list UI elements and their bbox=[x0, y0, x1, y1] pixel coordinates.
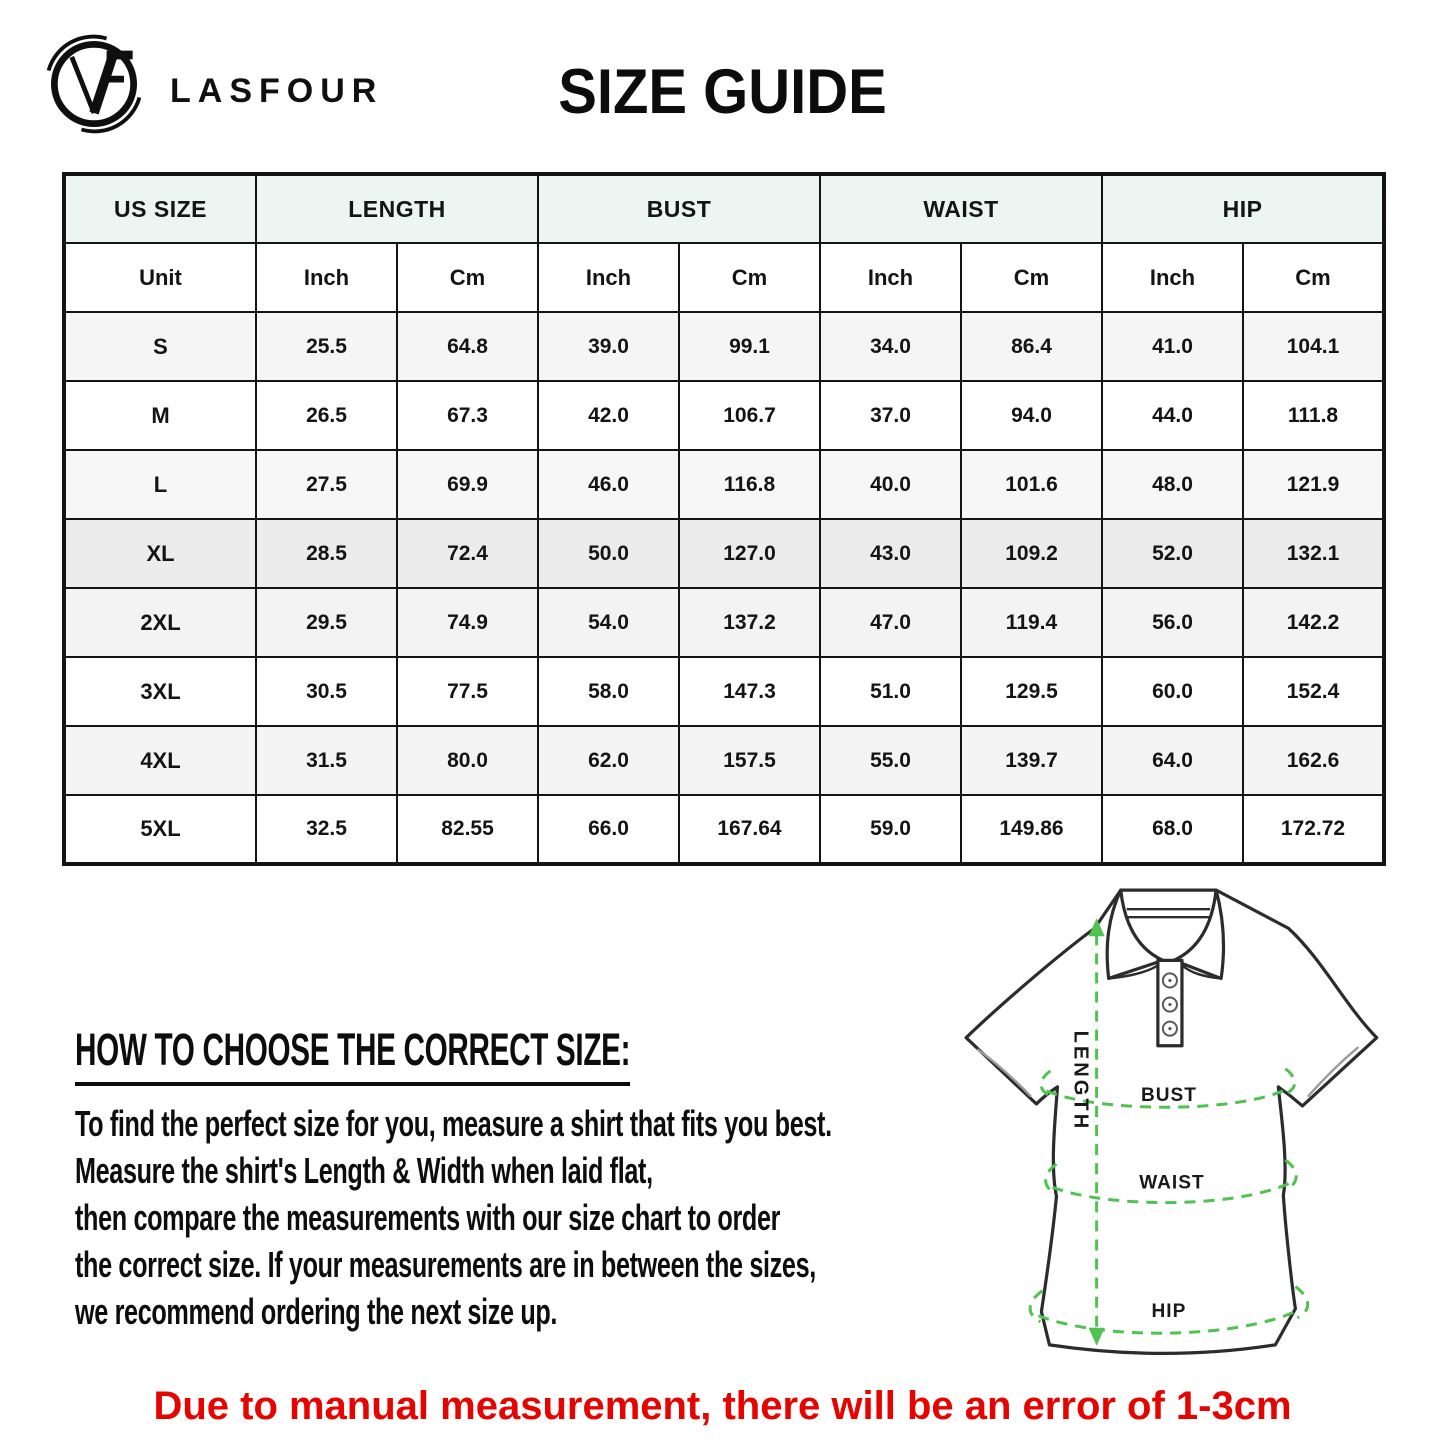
howto-section bbox=[75, 1024, 1075, 1335]
hip-label: HIP bbox=[1151, 1300, 1187, 1322]
size-label-cell: 3XL bbox=[64, 657, 256, 726]
measurement-cell: 67.3 bbox=[397, 381, 538, 450]
size-label-cell: 2XL bbox=[64, 588, 256, 657]
measurement-cell: 101.6 bbox=[961, 450, 1102, 519]
measurement-cell: 111.8 bbox=[1243, 381, 1384, 450]
measurement-cell: 39.0 bbox=[538, 312, 679, 381]
measurement-cell: 32.5 bbox=[256, 795, 397, 864]
measurement-cell: 157.5 bbox=[679, 726, 820, 795]
measurement-cell: 55.0 bbox=[820, 726, 961, 795]
unit-header: Cm bbox=[397, 243, 538, 312]
measurement-cell: 54.0 bbox=[538, 588, 679, 657]
howto-text bbox=[75, 1100, 1075, 1335]
group-header: HIP bbox=[1102, 174, 1384, 243]
measurement-note: Due to manual measurement, there will be an error of 1-3cm bbox=[153, 1384, 1292, 1428]
unit-header: Cm bbox=[679, 243, 820, 312]
measurement-cell: 152.4 bbox=[1243, 657, 1384, 726]
size-label-cell: 4XL bbox=[64, 726, 256, 795]
measurement-cell: 37.0 bbox=[820, 381, 961, 450]
group-header: BUST bbox=[538, 174, 820, 243]
size-row-l bbox=[64, 450, 1384, 519]
size-row-4xl bbox=[64, 726, 1384, 795]
howto-line: the correct size. If your measurements are in between the sizes, bbox=[75, 1244, 816, 1285]
size-label-cell: S bbox=[64, 312, 256, 381]
measurement-cell: 68.0 bbox=[1102, 795, 1243, 864]
measurement-cell: 34.0 bbox=[820, 312, 961, 381]
size-chart-body bbox=[64, 312, 1384, 864]
measurement-cell: 121.9 bbox=[1243, 450, 1384, 519]
measurement-cell: 137.2 bbox=[679, 588, 820, 657]
measurement-cell: 142.2 bbox=[1243, 588, 1384, 657]
measurement-cell: 50.0 bbox=[538, 519, 679, 588]
measurement-cell: 46.0 bbox=[538, 450, 679, 519]
measurement-cell: 64.0 bbox=[1102, 726, 1243, 795]
measurement-cell: 162.6 bbox=[1243, 726, 1384, 795]
waist-label: WAIST bbox=[1139, 1172, 1205, 1194]
measurement-cell: 172.72 bbox=[1243, 795, 1384, 864]
unit-header: Inch bbox=[820, 243, 961, 312]
measurement-cell: 44.0 bbox=[1102, 381, 1243, 450]
measurement-cell: 129.5 bbox=[961, 657, 1102, 726]
size-row-s bbox=[64, 312, 1384, 381]
measurement-cell: 42.0 bbox=[538, 381, 679, 450]
measurement-cell: 28.5 bbox=[256, 519, 397, 588]
measurement-cell: 27.5 bbox=[256, 450, 397, 519]
measurement-cell: 31.5 bbox=[256, 726, 397, 795]
us-size-header: US SIZE bbox=[64, 174, 256, 243]
size-label-cell: 5XL bbox=[64, 795, 256, 864]
measurement-cell: 147.3 bbox=[679, 657, 820, 726]
measurement-cell: 77.5 bbox=[397, 657, 538, 726]
unit-header: Cm bbox=[1243, 243, 1384, 312]
measurement-cell: 72.4 bbox=[397, 519, 538, 588]
size-row-xl bbox=[64, 519, 1384, 588]
measurement-cell: 47.0 bbox=[820, 588, 961, 657]
measurement-cell: 119.4 bbox=[961, 588, 1102, 657]
measurement-cell: 109.2 bbox=[961, 519, 1102, 588]
measurement-cell: 80.0 bbox=[397, 726, 538, 795]
group-header: WAIST bbox=[820, 174, 1102, 243]
size-chart-table bbox=[62, 172, 1386, 866]
measurement-cell: 127.0 bbox=[679, 519, 820, 588]
measurement-cell: 86.4 bbox=[961, 312, 1102, 381]
measurement-cell: 66.0 bbox=[538, 795, 679, 864]
unit-header: Inch bbox=[256, 243, 397, 312]
howto-heading: HOW TO CHOOSE THE CORRECT SIZE: bbox=[75, 1024, 630, 1086]
size-label-cell: XL bbox=[64, 519, 256, 588]
measurement-cell: 58.0 bbox=[538, 657, 679, 726]
measurement-cell: 167.64 bbox=[679, 795, 820, 864]
measurement-cell: 26.5 bbox=[256, 381, 397, 450]
howto-line: To find the perfect size for you, measure a shirt that fits you best. bbox=[75, 1103, 832, 1144]
measurement-cell: 106.7 bbox=[679, 381, 820, 450]
group-header: LENGTH bbox=[256, 174, 538, 243]
measurement-cell: 69.9 bbox=[397, 450, 538, 519]
measurement-cell: 132.1 bbox=[1243, 519, 1384, 588]
size-row-2xl bbox=[64, 588, 1384, 657]
measurement-cell: 59.0 bbox=[820, 795, 961, 864]
measurement-cell: 74.9 bbox=[397, 588, 538, 657]
length-label: LENGTH bbox=[1069, 1030, 1092, 1132]
measurement-cell: 29.5 bbox=[256, 588, 397, 657]
bust-label: BUST bbox=[1140, 1084, 1197, 1106]
measurement-cell: 40.0 bbox=[820, 450, 961, 519]
measurement-cell: 56.0 bbox=[1102, 588, 1243, 657]
size-row-m bbox=[64, 381, 1384, 450]
measurement-cell: 48.0 bbox=[1102, 450, 1243, 519]
howto-line: we recommend ordering the next size up. bbox=[75, 1291, 558, 1332]
measurement-cell: 52.0 bbox=[1102, 519, 1243, 588]
measurement-cell: 51.0 bbox=[820, 657, 961, 726]
measurement-cell: 43.0 bbox=[820, 519, 961, 588]
size-row-3xl bbox=[64, 657, 1384, 726]
howto-line: Measure the shirt's Length & Width when laid flat, bbox=[75, 1150, 653, 1191]
measurement-cell: 30.5 bbox=[256, 657, 397, 726]
measurement-cell: 62.0 bbox=[538, 726, 679, 795]
measurement-cell: 99.1 bbox=[679, 312, 820, 381]
page-title: SIZE GUIDE bbox=[558, 57, 887, 127]
measurement-cell: 94.0 bbox=[961, 381, 1102, 450]
measurement-cell: 139.7 bbox=[961, 726, 1102, 795]
placket-buttons bbox=[1163, 973, 1177, 1035]
howto-line: then compare the measurements with our size chart to order bbox=[75, 1197, 781, 1238]
measurement-cell: 25.5 bbox=[256, 312, 397, 381]
brand-name: LASFOUR bbox=[170, 72, 384, 110]
size-label-cell: M bbox=[64, 381, 256, 450]
size-label-cell: L bbox=[64, 450, 256, 519]
unit-header: Inch bbox=[1102, 243, 1243, 312]
measurement-cell: 60.0 bbox=[1102, 657, 1243, 726]
measurement-cell: 82.55 bbox=[397, 795, 538, 864]
unit-header: Cm bbox=[961, 243, 1102, 312]
measurement-cell: 64.8 bbox=[397, 312, 538, 381]
unit-header: Unit bbox=[64, 243, 256, 312]
measurement-cell: 116.8 bbox=[679, 450, 820, 519]
size-row-5xl bbox=[64, 795, 1384, 864]
unit-header: Inch bbox=[538, 243, 679, 312]
measurement-cell: 104.1 bbox=[1243, 312, 1384, 381]
measurement-cell: 149.86 bbox=[961, 795, 1102, 864]
shirt-diagram bbox=[938, 864, 1445, 1376]
size-chart-head bbox=[64, 174, 1384, 312]
measurement-cell: 41.0 bbox=[1102, 312, 1243, 381]
